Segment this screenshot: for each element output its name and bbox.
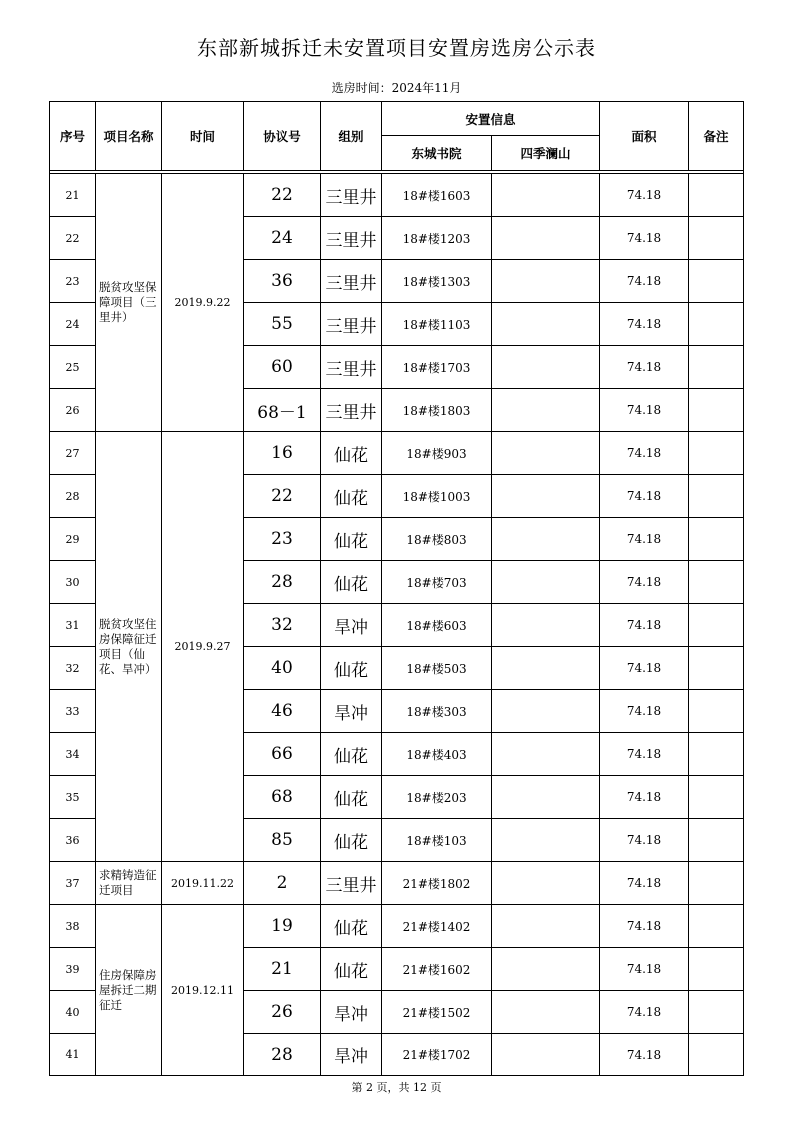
dongcheng-unit: 18#楼1303	[382, 260, 492, 303]
project-name: 脱贫攻坚保障项目（三里井）	[96, 174, 162, 432]
agreement-number: 28	[244, 1034, 321, 1076]
group-name: 三里井	[321, 346, 382, 389]
siji-unit	[492, 346, 600, 389]
agreement-number: 66	[244, 733, 321, 776]
header-group: 组别	[321, 102, 382, 171]
siji-unit	[492, 776, 600, 819]
area-value: 74.18	[600, 518, 689, 561]
agreement-number: 21	[244, 948, 321, 991]
dongcheng-unit: 18#楼403	[382, 733, 492, 776]
remark-cell	[689, 905, 744, 948]
header-dongcheng: 东城书院	[382, 136, 492, 171]
siji-unit	[492, 1034, 600, 1076]
group-name: 仙花	[321, 518, 382, 561]
group-name: 仙花	[321, 475, 382, 518]
group-name: 三里井	[321, 174, 382, 217]
project-name: 求精铸造征迁项目	[96, 862, 162, 905]
agreement-number: 2	[244, 862, 321, 905]
siji-unit	[492, 862, 600, 905]
page-footer: 第 2 页，共 12 页	[351, 1081, 442, 1094]
group-name: 三里井	[321, 303, 382, 346]
dongcheng-unit: 18#楼1203	[382, 217, 492, 260]
remark-cell	[689, 1034, 744, 1076]
table-row	[50, 432, 744, 475]
area-value: 74.18	[600, 561, 689, 604]
project-name: 住房保障房屋拆迁二期征迁	[96, 905, 162, 1076]
group-name: 仙花	[321, 776, 382, 819]
row-number: 33	[50, 690, 96, 733]
row-number: 39	[50, 948, 96, 991]
remark-cell	[689, 690, 744, 733]
dongcheng-unit: 21#楼1602	[382, 948, 492, 991]
row-number: 40	[50, 991, 96, 1034]
area-value: 74.18	[600, 862, 689, 905]
header-siji: 四季澜山	[492, 136, 600, 171]
area-value: 74.18	[600, 647, 689, 690]
row-number: 27	[50, 432, 96, 475]
group-name: 仙花	[321, 905, 382, 948]
project-time: 2019.9.22	[162, 174, 244, 432]
siji-unit	[492, 905, 600, 948]
siji-unit	[492, 733, 600, 776]
group-name: 旱冲	[321, 690, 382, 733]
area-value: 74.18	[600, 604, 689, 647]
row-number: 36	[50, 819, 96, 862]
group-name: 旱冲	[321, 604, 382, 647]
area-value: 74.18	[600, 303, 689, 346]
area-value: 74.18	[600, 346, 689, 389]
area-value: 74.18	[600, 174, 689, 217]
siji-unit	[492, 991, 600, 1034]
area-value: 74.18	[600, 733, 689, 776]
remark-cell	[689, 346, 744, 389]
agreement-number: 19	[244, 905, 321, 948]
dongcheng-unit: 21#楼1802	[382, 862, 492, 905]
header-project: 项目名称	[96, 102, 162, 171]
siji-unit	[492, 690, 600, 733]
siji-unit	[492, 561, 600, 604]
row-number: 30	[50, 561, 96, 604]
remark-cell	[689, 776, 744, 819]
remark-cell	[689, 260, 744, 303]
agreement-number: 32	[244, 604, 321, 647]
group-name: 旱冲	[321, 991, 382, 1034]
row-number: 21	[50, 174, 96, 217]
agreement-number: 16	[244, 432, 321, 475]
header-time: 时间	[162, 102, 244, 171]
table-body	[50, 174, 744, 1076]
agreement-number: 60	[244, 346, 321, 389]
agreement-number: 22	[244, 174, 321, 217]
area-value: 74.18	[600, 991, 689, 1034]
siji-unit	[492, 217, 600, 260]
area-value: 74.18	[600, 389, 689, 432]
placement-table	[49, 101, 744, 1076]
project-name: 脱贫攻坚住房保障征迁项目（仙花、旱冲）	[96, 432, 162, 862]
agreement-number: 26	[244, 991, 321, 1034]
row-number: 25	[50, 346, 96, 389]
agreement-number: 46	[244, 690, 321, 733]
dongcheng-unit: 18#楼103	[382, 819, 492, 862]
dongcheng-unit: 18#楼303	[382, 690, 492, 733]
siji-unit	[492, 174, 600, 217]
selection-time: 选房时间：2024年11月	[331, 81, 462, 95]
area-value: 74.18	[600, 260, 689, 303]
dongcheng-unit: 21#楼1702	[382, 1034, 492, 1076]
siji-unit	[492, 303, 600, 346]
dongcheng-unit: 18#楼803	[382, 518, 492, 561]
agreement-number: 68	[244, 776, 321, 819]
siji-unit	[492, 260, 600, 303]
group-name: 仙花	[321, 561, 382, 604]
group-name: 仙花	[321, 432, 382, 475]
agreement-number: 23	[244, 518, 321, 561]
dongcheng-unit: 18#楼703	[382, 561, 492, 604]
remark-cell	[689, 991, 744, 1034]
row-number: 23	[50, 260, 96, 303]
page-title: 东部新城拆迁未安置项目安置房选房公示表	[197, 36, 596, 60]
remark-cell	[689, 217, 744, 260]
project-time: 2019.11.22	[162, 862, 244, 905]
agreement-number: 24	[244, 217, 321, 260]
area-value: 74.18	[600, 948, 689, 991]
header-no: 序号	[50, 102, 96, 171]
dongcheng-unit: 18#楼1003	[382, 475, 492, 518]
agreement-number: 22	[244, 475, 321, 518]
group-name: 三里井	[321, 260, 382, 303]
dongcheng-unit: 18#楼203	[382, 776, 492, 819]
siji-unit	[492, 948, 600, 991]
row-number: 31	[50, 604, 96, 647]
area-value: 74.18	[600, 690, 689, 733]
header-remark: 备注	[689, 102, 744, 171]
header-agreement: 协议号	[244, 102, 321, 171]
dongcheng-unit: 21#楼1502	[382, 991, 492, 1034]
group-name: 三里井	[321, 862, 382, 905]
remark-cell	[689, 647, 744, 690]
header-placement: 安置信息	[382, 102, 600, 136]
group-name: 三里井	[321, 217, 382, 260]
group-name: 仙花	[321, 733, 382, 776]
row-number: 34	[50, 733, 96, 776]
remark-cell	[689, 174, 744, 217]
area-value: 74.18	[600, 776, 689, 819]
remark-cell	[689, 819, 744, 862]
siji-unit	[492, 647, 600, 690]
table-row	[50, 174, 744, 217]
area-value: 74.18	[600, 1034, 689, 1076]
remark-cell	[689, 862, 744, 905]
row-number: 26	[50, 389, 96, 432]
remark-cell	[689, 604, 744, 647]
siji-unit	[492, 475, 600, 518]
remark-cell	[689, 733, 744, 776]
remark-cell	[689, 561, 744, 604]
area-value: 74.18	[600, 819, 689, 862]
row-number: 35	[50, 776, 96, 819]
table-row	[50, 862, 744, 905]
group-name: 旱冲	[321, 1034, 382, 1076]
siji-unit	[492, 389, 600, 432]
area-value: 74.18	[600, 905, 689, 948]
remark-cell	[689, 475, 744, 518]
remark-cell	[689, 948, 744, 991]
remark-cell	[689, 432, 744, 475]
dongcheng-unit: 18#楼1103	[382, 303, 492, 346]
siji-unit	[492, 604, 600, 647]
agreement-number: 28	[244, 561, 321, 604]
row-number: 41	[50, 1034, 96, 1076]
project-time: 2019.12.11	[162, 905, 244, 1076]
row-number: 37	[50, 862, 96, 905]
dongcheng-unit: 18#楼903	[382, 432, 492, 475]
table-row	[50, 905, 744, 948]
group-name: 仙花	[321, 948, 382, 991]
dongcheng-unit: 18#楼1803	[382, 389, 492, 432]
dongcheng-unit: 18#楼1703	[382, 346, 492, 389]
agreement-number: 68－1	[244, 389, 321, 432]
group-name: 三里井	[321, 389, 382, 432]
row-number: 24	[50, 303, 96, 346]
project-time: 2019.9.27	[162, 432, 244, 862]
remark-cell	[689, 389, 744, 432]
area-value: 74.18	[600, 432, 689, 475]
header-area: 面积	[600, 102, 689, 171]
dongcheng-unit: 18#楼503	[382, 647, 492, 690]
siji-unit	[492, 432, 600, 475]
remark-cell	[689, 303, 744, 346]
area-value: 74.18	[600, 217, 689, 260]
group-name: 仙花	[321, 647, 382, 690]
row-number: 28	[50, 475, 96, 518]
area-value: 74.18	[600, 475, 689, 518]
row-number: 38	[50, 905, 96, 948]
siji-unit	[492, 819, 600, 862]
agreement-number: 85	[244, 819, 321, 862]
dongcheng-unit: 21#楼1402	[382, 905, 492, 948]
siji-unit	[492, 518, 600, 561]
dongcheng-unit: 18#楼1603	[382, 174, 492, 217]
dongcheng-unit: 18#楼603	[382, 604, 492, 647]
agreement-number: 55	[244, 303, 321, 346]
agreement-number: 40	[244, 647, 321, 690]
group-name: 仙花	[321, 819, 382, 862]
remark-cell	[689, 518, 744, 561]
row-number: 32	[50, 647, 96, 690]
row-number: 22	[50, 217, 96, 260]
agreement-number: 36	[244, 260, 321, 303]
row-number: 29	[50, 518, 96, 561]
